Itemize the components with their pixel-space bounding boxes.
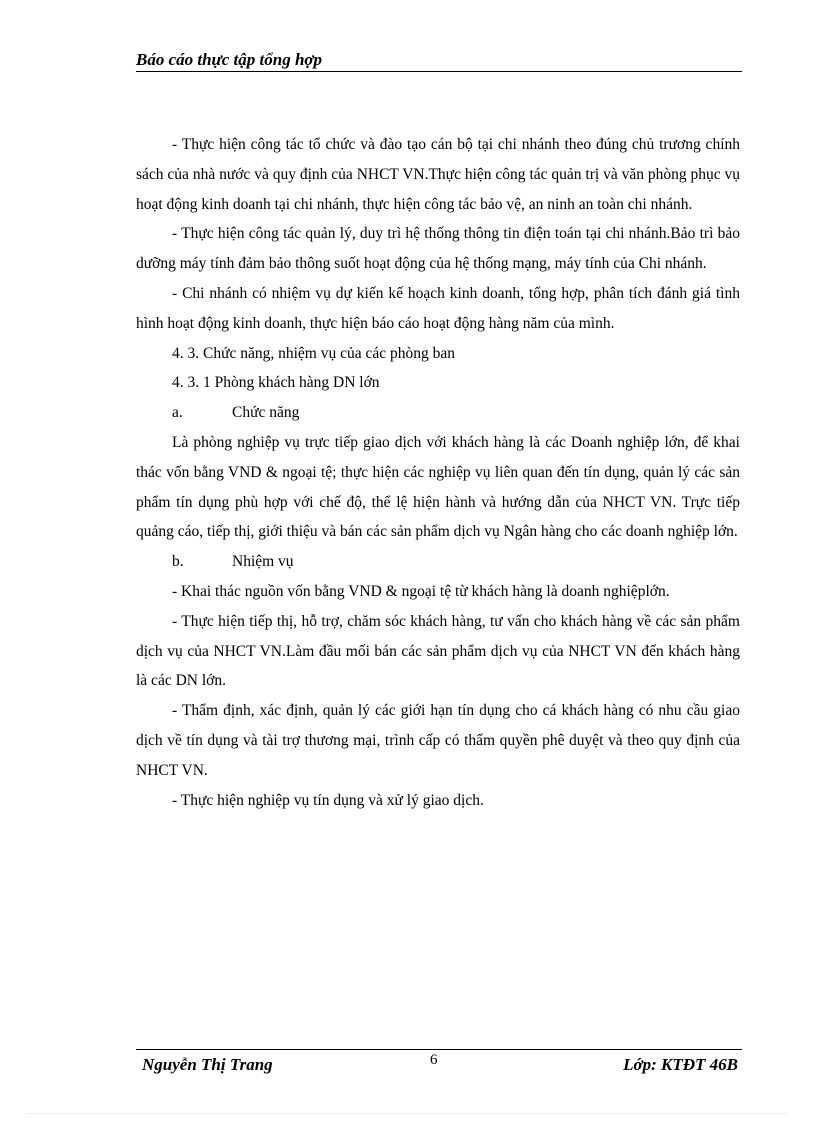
- paragraph-6: - Thực hiện tiếp thị, hỗ trợ, chăm sóc khách hàng, tư vấn cho khách hàng về các sản phẩm dịch vụ của NHCT VN.Làm đầu mối bán các sản phẩm dịch vụ của NHCT VN đến khách hàng là các DN lớn.: [136, 612, 740, 690]
- paragraph-1: - Thực hiện công tác tổ chức và đào tạo cán bộ tại chi nhánh theo đúng chủ trương chính sách của nhà nước và quy định của NHCT VN.Thực hiện công tác quản trị và văn phòng phục vụ hoạt động kinh doanh tại chi nhánh, thực hiện công tác bảo vệ, an ninh an toàn chi nhánh.: [136, 136, 740, 213]
- subsection-b: [136, 547, 740, 577]
- footer-divider: [136, 1049, 742, 1050]
- document-body: [136, 130, 740, 815]
- document-header-title: Báo cáo thực tập tổng hợp: [136, 50, 323, 69]
- section-heading-4-3-1: 4. 3. 1 Phòng khách hàng DN lớn: [172, 374, 380, 392]
- subsection-b-letter: b.: [172, 553, 184, 571]
- paragraph-2: - Thực hiện công tác quản lý, duy trì hệ thống thông tin điện toán tại chi nhánh.Bảo trì bảo dưỡng máy tính đảm bảo thông suốt hoạt động của hệ thống mạng, máy tính của Chi nhánh.: [136, 225, 740, 273]
- subsection-b-title: Nhiệm vụ: [232, 553, 294, 571]
- paragraph-4: Là phòng nghiệp vụ trực tiếp giao dịch với khách hàng là các Doanh nghiệp lớn, để khai thác vốn bằng VND & ngoại tệ; thực hiện các nghiệp vụ liên quan đến tín dụng, quản lý các sản phẩm tín dụng phù hợp với chế độ, thể lệ hiện hành và hướng dẫn của NHCT VN. Trực tiếp quảng cáo, tiếp thị, giới thiệu và bán các sản phẩm dịch vụ Ngân hàng cho các doanh nghiệp lớn.: [136, 433, 740, 541]
- section-heading-4-3: 4. 3. Chức năng, nhiệm vụ của các phòng ban: [172, 344, 456, 362]
- paragraph-5: - Khai thác nguồn vốn bằng VND & ngoại tệ từ khách hàng là doanh nghiệplớn.: [172, 582, 670, 600]
- page-number: 6: [430, 1052, 438, 1068]
- footer-class: Lớp: KTĐT 46B: [623, 1055, 738, 1074]
- subsection-a-letter: a.: [172, 404, 183, 422]
- paragraph-8: - Thực hiện nghiệp vụ tín dụng và xử lý giao dịch.: [172, 791, 484, 809]
- header-divider: [136, 71, 742, 72]
- subsection-a: [136, 398, 740, 428]
- page-edge: [28, 1113, 788, 1114]
- subsection-a-title: Chức năng: [232, 404, 300, 422]
- paragraph-7: - Thẩm định, xác định, quản lý các giới hạn tín dụng cho cá khách hàng có nhu cầu giao dịch về tín dụng và tài trợ thương mại, trình cấp có thẩm quyền phê duyệt và theo quy định của NHCT VN.: [136, 702, 740, 779]
- paragraph-3: - Chi nhánh có nhiệm vụ dự kiến kế hoạch kinh doanh, tổng hợp, phân tích đánh giá tình hình hoạt động kinh doanh, thực hiện báo cáo hoạt động hàng năm của mình.: [136, 284, 740, 332]
- footer-author: Nguyễn Thị Trang: [142, 1055, 273, 1074]
